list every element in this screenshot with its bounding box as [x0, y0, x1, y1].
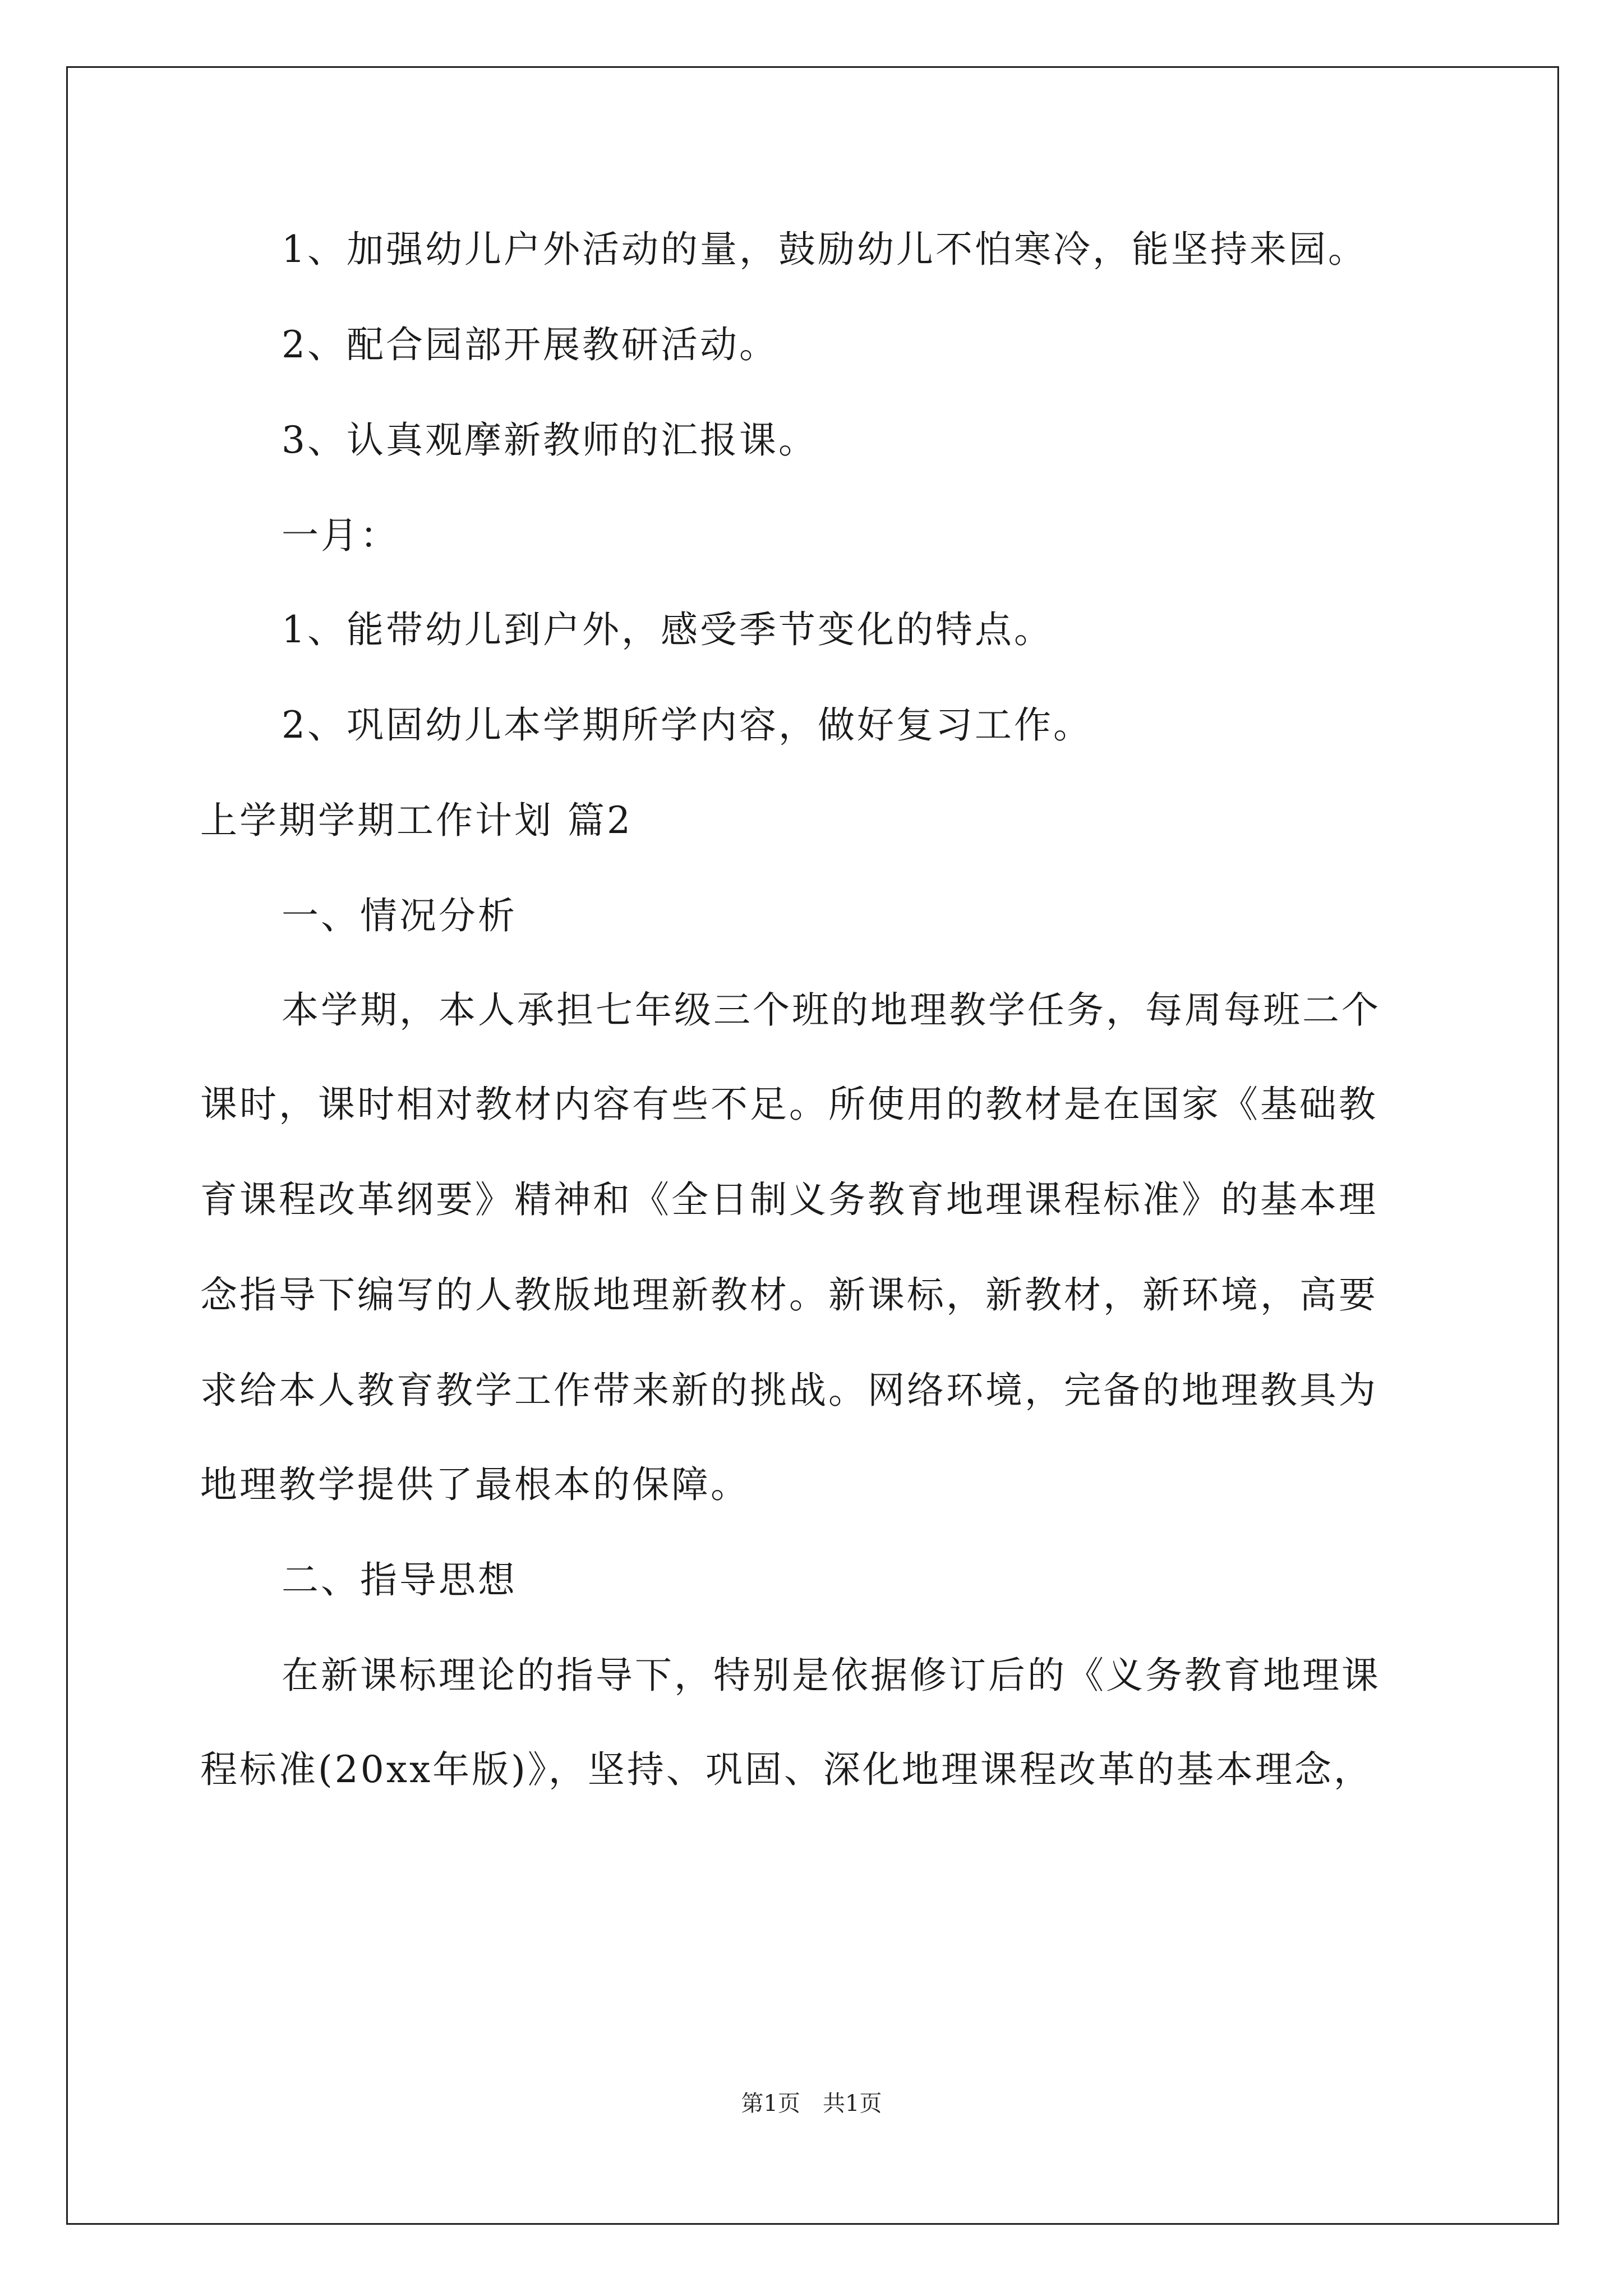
text-line: 一月：	[282, 514, 399, 557]
text-line: 3、认真观摩新教师的汇报课。	[282, 418, 818, 462]
section-heading: 上学期学期工作计划 篇2	[200, 799, 633, 842]
text-line: 育课程改革纲要》精神和《全日制义务教育地理课程标准》的基本理	[200, 1178, 1378, 1221]
text-line: 在新课标理论的指导下，特别是依据修订后的《义务教育地理课	[282, 1654, 1381, 1697]
page-border	[66, 66, 1559, 2225]
text-line: 二、指导思想	[282, 1558, 517, 1602]
text-line: 课时，课时相对教材内容有些不足。所使用的教材是在国家《基础教	[200, 1083, 1378, 1126]
text-line: 程标准(20xx年版)》，坚持、巩固、深化地理课程改革的基本理念，	[200, 1748, 1373, 1791]
text-line: 一、情况分析	[282, 894, 517, 937]
text-line: 2、巩固幼儿本学期所学内容，做好复习工作。	[282, 703, 1092, 747]
text-line: 地理教学提供了最根本的保障。	[200, 1463, 750, 1506]
text-line: 求给本人教育教学工作带来新的挑战。网络环境，完备的地理教具为	[200, 1369, 1378, 1412]
text-line: 1、加强幼儿户外活动的量，鼓励幼儿不怕寒冷，能坚持来园。	[282, 228, 1367, 271]
text-line: 1、能带幼儿到户外，感受季节变化的特点。	[282, 608, 1053, 651]
text-line: 2、配合园部开展教研活动。	[282, 323, 778, 366]
text-line: 本学期，本人承担七年级三个班的地理教学任务，每周每班二个	[282, 988, 1381, 1032]
page-footer: 第1页 共1页	[741, 2091, 882, 2116]
text-line: 念指导下编写的人教版地理新教材。新课标，新教材，新环境，高要	[200, 1273, 1378, 1317]
